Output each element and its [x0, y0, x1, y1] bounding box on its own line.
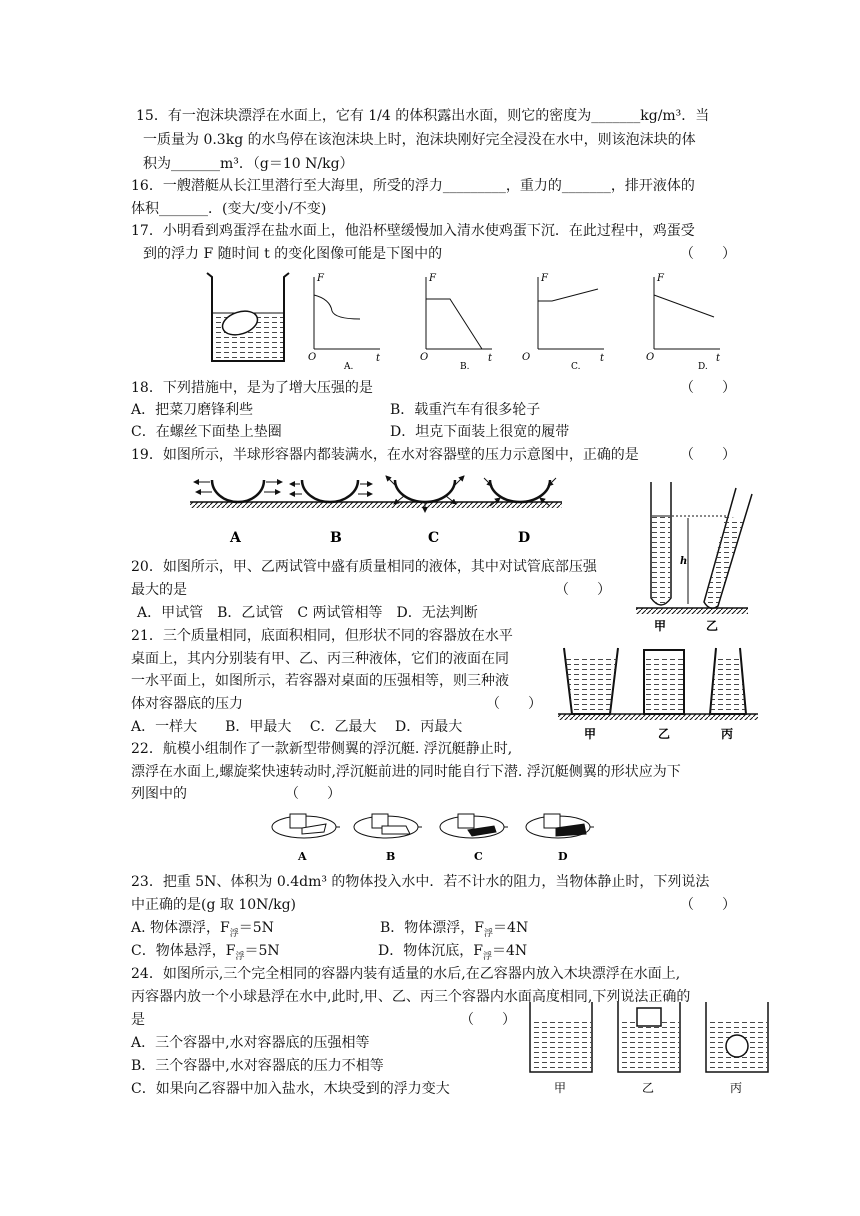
q24-figure	[526, 1000, 776, 1100]
boat-c	[440, 814, 508, 863]
q22-figure	[268, 800, 608, 866]
q23-line-2: 中正确的是(g 取 10N/kg)	[131, 897, 297, 913]
graph-a-t-label: t	[376, 353, 381, 364]
q19-figure	[190, 470, 570, 548]
q15-line-3: 积为_______m³．（g＝10 N/kg）	[143, 156, 354, 172]
q22-line-3: 列图中的	[131, 786, 187, 802]
q17-figure	[200, 265, 740, 375]
graph-d-label: D.	[698, 362, 708, 372]
q20-label-jia: 甲	[654, 619, 667, 633]
graph-a-origin: O	[308, 352, 317, 363]
q20-options: A．甲试管 B．乙试管 C 两试管相等 D．无法判断	[137, 605, 478, 621]
hemisphere-b	[290, 480, 372, 502]
q22-label-a: A	[298, 850, 307, 863]
test-tube-yi	[704, 488, 752, 608]
q24-line-3: 是	[131, 1012, 145, 1028]
container-24-bing	[706, 1002, 768, 1072]
q19-answer-paren: （ ）	[680, 447, 736, 463]
q22-label-b: B	[386, 850, 396, 863]
boat-d	[526, 814, 594, 863]
q19-stem: 19．如图所示，半球形容器内都装满水，在水对容器壁的压力示意图中，正确的是	[131, 447, 639, 463]
boat-a	[272, 814, 340, 863]
graph-c-origin: O	[522, 352, 531, 363]
container-bing	[710, 648, 746, 714]
q22-label-c: C	[474, 850, 483, 863]
beaker-with-egg	[207, 273, 289, 361]
graph-a-label: A.	[344, 362, 354, 372]
q21-line-2: 桌面上，其内分别装有甲、乙、丙三种液体，它们的液面在同	[131, 651, 509, 667]
graph-c-f-label: F	[541, 273, 548, 284]
q23-line-1: 23．把重 5N、体积为 0.4dm³ 的物体投入水中．若不计水的阻力，当物体静止时，下列说法	[131, 874, 710, 890]
test-tube-jia	[651, 482, 671, 605]
graph-d-t-label: t	[716, 353, 721, 364]
graph-b-label: B.	[460, 362, 470, 372]
graph-a-f-label: F	[317, 273, 324, 284]
q20-answer-paren: （ ）	[555, 582, 611, 598]
q23-option-c: C．物体悬浮，$F_浮=5N$	[131, 943, 280, 962]
graph-c	[522, 273, 605, 372]
q23-option-d: D．物体沉底，$F_浮=4N$	[378, 943, 528, 962]
container-yi	[644, 650, 684, 714]
q21-line-3: 一水平面上，如图所示，若容器对桌面的压强相等，则三种液	[131, 673, 509, 689]
container-24-jia	[530, 1002, 592, 1072]
q20-label-yi: 乙	[706, 619, 719, 633]
hemisphere-d	[484, 478, 556, 506]
boat-b	[354, 814, 422, 863]
q18-stem: 18．下列措施中，是为了增大压强的是	[131, 380, 373, 396]
q18-option-d: D．坦克下面装上很宽的履带	[390, 424, 570, 440]
q24-line-1: 24．如图所示,三个完全相同的容器内装有适量的水后,在乙容器内放入木块漂浮在水面上,	[131, 966, 681, 982]
q19-label-d: D	[518, 530, 531, 546]
q17-answer-paren: （ ）	[680, 246, 736, 262]
q23-option-b: B．物体漂浮，$F_浮=4N$	[380, 920, 529, 939]
q17-line-1: 17．小明看到鸡蛋浮在盐水面上，他沿杯壁缓慢加入清水使鸡蛋下沉．在此过程中，鸡蛋受	[131, 223, 695, 239]
graph-d-f-label: F	[657, 273, 664, 284]
q21-figure	[558, 642, 758, 742]
q15-line-2: 一质量为 0.3kg 的水鸟停在该泡沫块上时，泡沫块刚好完全浸没在水中，则该泡沫块的体	[143, 132, 696, 148]
q22-answer-paren: （ ）	[285, 786, 341, 802]
q18-answer-paren: （ ）	[680, 380, 736, 396]
q17-line-2: 到的浮力 F 随时间 t 的变化图像可能是下图中的	[143, 246, 443, 262]
q24-line-2: 丙容器内放一个小球悬浮在水中,此时,甲、乙、丙三个容器内水面高度相同,下列说法正确的	[131, 989, 691, 1005]
graph-c-t-label: t	[600, 353, 605, 364]
q20-line-1: 20．如图所示，甲、乙两试管中盛有质量相同的液体，其中对试管底部压强	[131, 559, 597, 575]
graph-b-t-label: t	[488, 353, 493, 364]
q18-option-b: B．载重汽车有很多轮子	[390, 402, 541, 418]
q20-h-label: h	[680, 556, 688, 567]
q19-label-a: A	[230, 530, 241, 546]
q18-option-c: C．在螺丝下面垫上垫圈	[131, 424, 282, 440]
q18-option-a: A．把菜刀磨锋利些	[131, 402, 254, 418]
q21-options: A．一样大 B．甲最大 C．乙最大 D．丙最大	[131, 719, 463, 735]
q22-line-2: 漂浮在水面上,螺旋桨快速转动时,浮沉艇前进的同时能自行下潜. 浮沉艇侧翼的形状应为下	[131, 764, 681, 780]
graph-b-f-label: F	[429, 273, 436, 284]
q16-line-1: 16．一艘潜艇从长江里潜行至大海里，所受的浮力_________，重力的_______，排开液体的	[131, 178, 695, 194]
q24-option-b: B．三个容器中,水对容器底的压力不相等	[131, 1058, 384, 1074]
q20-line-2: 最大的是	[131, 582, 187, 598]
container-24-yi	[618, 1002, 680, 1072]
q23-answer-paren: （ ）	[680, 897, 736, 913]
q21-label-jia: 甲	[584, 727, 597, 741]
q21-line-4: 体对容器底的压力	[131, 696, 243, 712]
graph-c-label: C.	[571, 362, 581, 372]
q24-option-c: C．如果向乙容器中加入盐水，木块受到的浮力变大	[131, 1081, 450, 1097]
q24-option-a: A．三个容器中,水对容器底的压强相等	[131, 1035, 370, 1051]
q23-option-a: A. 物体漂浮，$F_浮=5N$	[131, 920, 274, 939]
q22-label-d: D	[558, 850, 568, 863]
container-jia	[564, 648, 618, 714]
q16-line-2: 体积_______．(变大/变小/不变)	[131, 201, 327, 217]
graph-a	[308, 273, 381, 372]
q19-label-b: B	[330, 530, 342, 546]
q20-figure	[636, 480, 760, 640]
q21-answer-paren: （ ）	[486, 696, 542, 712]
q21-line-1: 21．三个质量相同，底面积相同，但形状不同的容器放在水平	[131, 628, 513, 644]
q24-label-bing: 丙	[730, 1081, 743, 1095]
q21-label-yi: 乙	[658, 727, 671, 741]
hemisphere-a	[194, 480, 282, 502]
graph-b-origin: O	[420, 352, 429, 363]
q21-label-bing: 丙	[721, 727, 734, 741]
graph-d	[646, 273, 721, 372]
q22-line-1: 22．航模小组制作了一款新型带侧翼的浮沉艇. 浮沉艇静止时,	[131, 741, 513, 757]
q15-line-1: 15．有一泡沫块漂浮在水面上，它有 1/4 的体积露出水面，则它的密度为_______kg/m³．当	[136, 108, 710, 124]
graph-d-origin: O	[646, 352, 655, 363]
q24-label-jia: 甲	[554, 1081, 567, 1095]
q24-answer-paren: （ ）	[460, 1012, 516, 1028]
graph-b	[420, 273, 493, 372]
q19-label-c: C	[428, 530, 440, 546]
q24-label-yi: 乙	[642, 1081, 655, 1095]
